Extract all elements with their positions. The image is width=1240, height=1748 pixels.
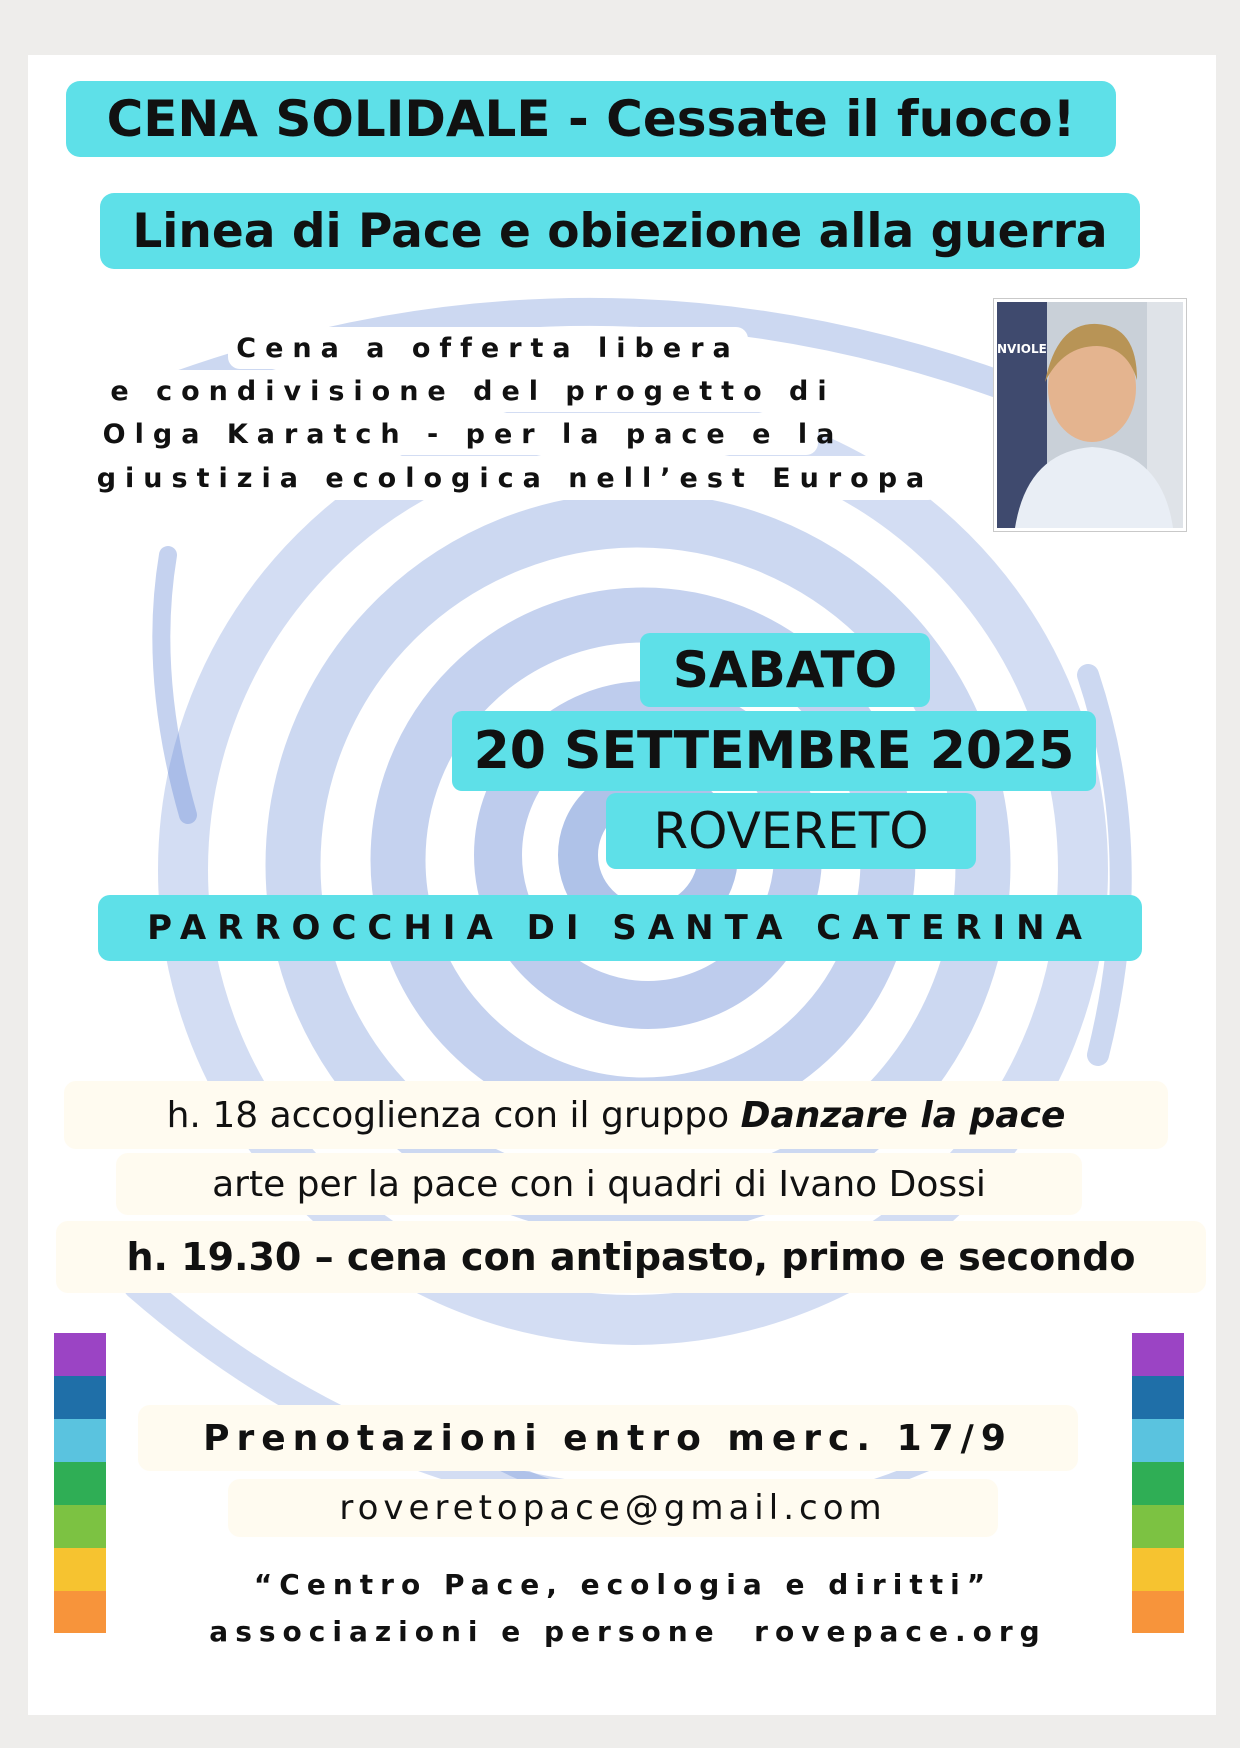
page-subtitle: Linea di Pace e obiezione alla guerra	[132, 203, 1108, 259]
portrait-photo	[994, 299, 1186, 531]
footer-line-2: associazioni e persone rovepace.org	[128, 1608, 1128, 1654]
event-venue: PARROCCHIA DI SANTA CATERINA	[147, 908, 1093, 948]
intro-line-1: Cena a offerta libera	[228, 327, 748, 369]
booking-title: Prenotazioni entro merc. 17/9	[138, 1405, 1078, 1471]
subtitle-banner	[100, 193, 1140, 269]
event-day: SABATO	[672, 641, 898, 699]
footer-line-1: “Centro Pace, ecologia e diritti”	[168, 1562, 1078, 1606]
rainbow-bar-left	[54, 1333, 106, 1633]
dance-group-name: Danzare la pace	[740, 1094, 1066, 1136]
booking-email-box	[228, 1479, 998, 1537]
rainbow-bar-right	[1132, 1333, 1184, 1633]
event-city: ROVERETO	[653, 802, 929, 860]
venue-banner	[98, 895, 1142, 961]
poster	[28, 55, 1216, 1715]
intro-line-2: e condivisione del progetto di	[128, 370, 818, 412]
date-banner	[452, 711, 1096, 791]
title-banner	[66, 81, 1116, 157]
photo-sign-text: NVIOLE	[997, 342, 1047, 356]
intro-line-3: Olga Karatch - per la pace e la	[128, 413, 818, 455]
schedule-line-3: h. 19.30 – cena con antipasto, primo e secondo	[56, 1221, 1206, 1293]
schedule-line-1: h. 18 accoglienza con il gruppo Danzare la pace	[64, 1081, 1168, 1149]
event-date: 20 SETTEMBRE 2025	[473, 721, 1075, 781]
booking-email: roveretopace@gmail.com	[339, 1488, 887, 1528]
day-banner	[640, 633, 930, 707]
intro-line-4: giustizia ecologica nell’est Europa	[90, 456, 940, 500]
city-banner	[606, 793, 976, 869]
page-title: CENA SOLIDALE - Cessate il fuoco!	[106, 90, 1076, 148]
schedule-line-2: arte per la pace con i quadri di Ivano Dossi	[116, 1153, 1082, 1215]
